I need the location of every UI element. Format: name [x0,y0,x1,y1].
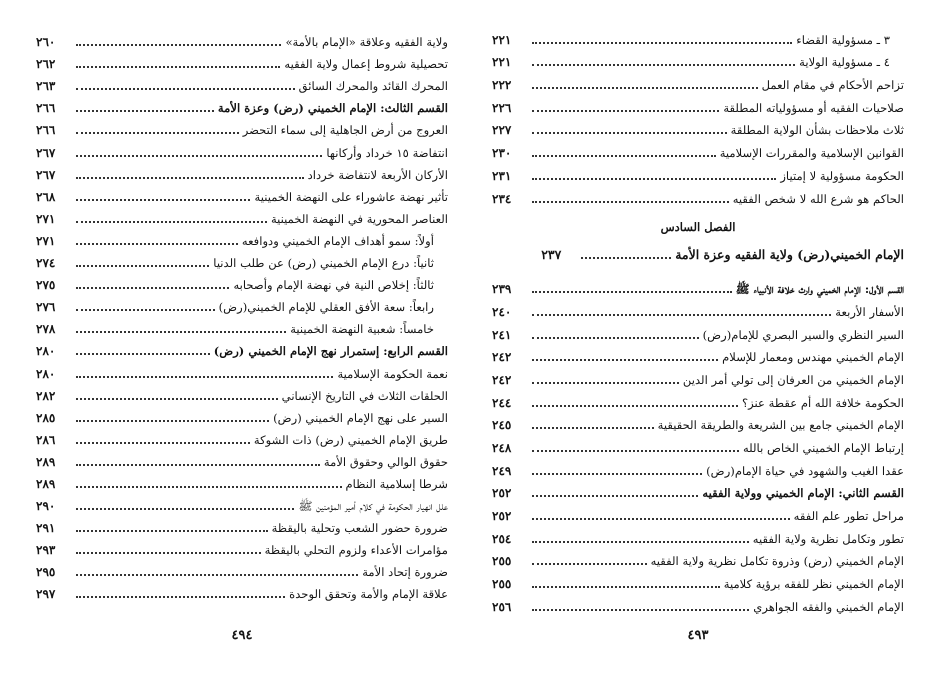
entry-title: رابعاً: سعة الأفق العقلي للإمام الخميني(رض) [218,300,434,315]
entry-page-number: ٢٩٠ [36,499,56,514]
entry-title: ثانياً: درع الإمام الخميني (رض) عن طلب الدنيا [213,256,434,271]
toc-entry [36,115,448,137]
entry-page-number: ٢٦٧ [36,167,56,182]
entry-title: الإمام الخميني والفقه الجواهري [753,599,904,614]
entry-page-number: ٢٢١ [492,55,512,70]
toc-entry [36,381,448,403]
entry-title: القسم الثالث: الإمام الخميني (رض) وعزة الأمة [217,101,448,116]
entry-page-number: ٢٧٨ [36,322,56,337]
entry-page-number: ٢٤٤ [492,395,512,410]
leader-dots [76,409,269,422]
toc-entry [36,137,448,159]
entry-page-number: ٢٥٤ [492,531,512,546]
entry-title: ثلاث ملاحظات بشأن الولاية المطلقة [730,123,904,138]
page-number: ٤٩٣ [687,628,709,643]
entry-title: إرتباط الإمام الخميني الخاص بالله [742,441,904,455]
toc-entry [492,274,904,297]
toc-entry [36,535,448,557]
entry-page-number: ٢٦٦ [36,123,56,138]
entry-title: الحكومة خلافة الله أم عقطة عنز؟ [741,395,904,410]
entry-title: المحرك القائد والمحرك السائق [298,79,448,94]
entry-page-number: ٢٨٩ [36,476,56,491]
leader-dots [76,77,295,90]
entry-title: ٤ ـ مسؤولية الولاية [799,55,890,70]
leader-dots [532,167,776,180]
entry-page-number: ٢٨٠ [36,366,56,381]
toc-entry [492,478,904,501]
entry-title: الحكومة مسؤولية لا إمتياز [780,168,904,183]
entry-page-number: ٢٧١ [36,233,56,248]
toc-entry [36,513,448,535]
toc-entry [36,248,448,270]
entry-title: الإمام الخميني (رض) وذروة تكامل نظرية ولاية الفقيه [650,554,904,569]
leader-dots [532,416,654,429]
entry-page-number: ٢٣٩ [492,282,512,297]
leader-dots [76,563,358,576]
leader-dots [76,188,250,201]
entry-page-number: ٢٤٥ [492,418,512,433]
toc-entry [492,364,904,387]
toc-entry [36,93,448,115]
entry-page-number: ٢٩٧ [36,587,56,602]
toc-entry [36,292,448,314]
entry-page-number: ٢٦٦ [36,101,56,116]
leader-dots [76,519,268,532]
left-page [36,0,448,681]
toc-entry [492,568,904,591]
toc-entry [36,447,448,469]
entry-page-number: ٢٨٢ [36,388,56,403]
toc-entry [492,69,904,92]
entry-page-number: ٢٤١ [492,327,512,342]
entry-page-number: ٢٧٥ [36,278,56,293]
leader-dots [76,585,285,598]
toc-entry [36,49,448,71]
entry-title: مؤامرات الأعداء ولزوم التحلي باليقظة [264,543,448,558]
entry-page-number: ٢٣٤ [492,191,512,206]
entry-page-number: ٢٥٦ [492,599,512,614]
entry-page-number: ٢٥٢ [492,486,512,501]
toc-entry [492,296,904,319]
leader-dots [76,342,210,355]
leader-dots [532,31,792,44]
entry-title: الأركان الأربعة لانتفاضة خرداد [307,167,448,182]
leader-dots [532,552,647,565]
entry-page-number: ٢٤٢ [492,372,512,387]
leader-dots [76,254,209,267]
entry-page-number: ٢٤٠ [492,304,512,319]
toc-entry [36,358,448,380]
toc-entry [492,160,904,183]
section-heading [492,240,904,262]
toc-entry [36,557,448,579]
entry-page-number: ٢٩٥ [36,565,56,580]
entry-page-number: ٢٧١ [36,211,56,226]
toc-entry [36,71,448,93]
toc-entry [492,546,904,569]
entry-title: ضرورة حضور الشعب وتحلية باليقظة [271,521,448,536]
entry-title: صلاحيات الفقيه أو مسؤولياته المطلقة [723,100,904,115]
chapter-heading: الفصل السادس [660,219,736,234]
toc-entry [36,226,448,248]
leader-dots [76,121,239,134]
leader-dots [532,53,795,66]
toc-entry [492,115,904,138]
leader-dots [76,55,280,68]
toc-entry [492,92,904,115]
leader-dots [581,246,671,259]
leader-dots [532,280,732,293]
leader-dots [76,431,250,444]
entry-page-number: ٢٧٦ [36,300,56,315]
entry-title: الحلقات الثلاث في التاريخ الإنساني [281,388,448,403]
entry-title: ٣ ـ مسؤولية القضاء [796,32,890,47]
entry-title: القسم الرابع: إستمرار نهج الإمام الخميني (رض) [213,344,448,359]
leader-dots [76,320,286,333]
entry-page-number: ٢٥٥ [492,577,512,592]
toc-entry [36,204,448,226]
toc-entry [492,591,904,614]
entry-title: الإمام الخميني مهندس ومعمار للإسلام [722,350,904,365]
page-number: ٤٩٤ [231,628,253,643]
section-title: الإمام الخميني(رض) ولاية الفقيه وعزة الأمة [675,246,904,262]
leader-dots [76,210,267,223]
toc-entry [492,500,904,523]
leader-dots [76,33,281,46]
entry-title: تحصيلية شروط إعمال ولاية الفقيه [284,57,448,72]
entry-title: ضرورة إتحاد الأمة [362,565,448,580]
entry-title: تطور وتكامل نظرية ولاية الفقيه [752,531,904,546]
right-page [492,0,904,681]
leader-dots [532,121,727,134]
entry-title: نعمة الحكومة الإسلامية [337,366,448,381]
toc-entry [492,319,904,342]
entry-title: انتفاضة ١٥ خرداد وأركانها [326,145,448,160]
entry-title: القسم الثاني: الإمام الخميني وولاية الفقيه [702,486,904,501]
toc-entry [492,342,904,365]
toc-entry [492,47,904,70]
entry-title: طريق الإمام الخميني (رض) ذات الشوكة [253,432,448,447]
entry-title: السير على نهج الإمام الخميني (رض) [273,410,448,425]
entry-page-number: ٢٨٩ [36,454,56,469]
leader-dots [76,453,320,466]
entry-title: علاقة الإمام والأمة وتحقق الوحدة [289,587,448,602]
toc-entry [36,336,448,358]
leader-dots [532,99,719,112]
entry-title: العناصر المحورية في النهضة الخمينية [270,211,448,226]
leader-dots [532,439,739,452]
toc-entry [36,579,448,601]
toc-entry [492,24,904,47]
section-page: ٢٣٧ [541,246,562,262]
entry-page-number: ٢٣٠ [492,146,512,161]
toc-group-top [492,24,904,206]
leader-dots [532,598,749,611]
entry-page-number: ٢٢٢ [492,78,512,93]
toc-entry [36,491,448,513]
entry-page-number: ٢٨٥ [36,410,56,425]
toc-entry [36,270,448,292]
toc-entry [492,137,904,160]
toc-entry [36,425,448,447]
toc-list [492,24,904,614]
toc-entry [36,182,448,204]
entry-page-number: ٢٦٨ [36,189,56,204]
toc-list [36,27,448,601]
entry-title: حقوق الوالي وحقوق الأمة [323,454,448,469]
entry-page-number: ٢٨٠ [36,344,56,359]
toc-entry [36,403,448,425]
leader-dots [76,475,342,488]
leader-dots [76,276,229,289]
leader-dots [532,348,718,361]
leader-dots [532,303,831,316]
entry-title: مراحل تطور علم الفقه [793,509,904,524]
toc-group-bottom [492,274,904,614]
leader-dots [532,394,738,407]
leader-dots [76,99,214,112]
entry-title: تأثير نهضة عاشوراء على النهضة الخمينية [254,189,448,204]
entry-title: أولاً: سمو أهداف الإمام الخميني ودوافعه [241,233,434,248]
entry-page-number: ٢٢٧ [492,123,512,138]
entry-title: خامساً: شعبية النهضة الخمينية [290,322,434,337]
toc-entry [36,27,448,49]
entry-page-number: ٢٩٣ [36,543,56,558]
leader-dots [76,232,238,245]
leader-dots [76,541,261,554]
entry-title: السير النظري والسير البصري للإمام(رض) [702,327,904,342]
entry-page-number: ٢٥٥ [492,554,512,569]
toc-entry [492,523,904,546]
leader-dots [76,365,333,378]
entry-page-number: ٢٢١ [492,32,512,47]
leader-dots [76,298,215,311]
entry-title: شرطا إسلامية النظام [345,476,448,491]
toc-entry [492,183,904,206]
entry-page-number: ٢٦٠ [36,35,56,50]
entry-page-number: ٢٢٦ [492,100,512,115]
leader-dots [532,144,716,157]
entry-title: القسم الأول: الإمام الخميني وارث خلافة الأنبياء ﷺ [735,282,904,297]
entry-page-number: ٢٩١ [36,521,56,536]
entry-title: ولاية الفقيه وعلاقة «الإمام بالأمة» [285,35,448,50]
leader-dots [532,371,679,384]
entry-page-number: ٢٤٨ [492,441,512,455]
leader-dots [76,144,322,157]
leader-dots [532,76,758,89]
toc-entry [492,387,904,410]
entry-title: الحاكم هو شرع الله لا شخص الفقيه [732,191,904,206]
leader-dots [76,166,304,179]
leader-dots [532,575,720,588]
entry-title: الأسفار الأربعة [835,304,904,319]
entry-title: تزاحم الأحكام في مقام العمل [761,78,904,93]
entry-page-number: ٢٥٢ [492,509,512,524]
leader-dots [532,190,729,203]
leader-dots [532,530,749,543]
leader-dots [532,507,790,520]
toc-entry [36,160,448,182]
entry-title: الإمام الخميني نظر للفقه برؤية كلامية [723,577,904,592]
entry-page-number: ٢٦٣ [36,79,56,94]
leader-dots [532,326,699,339]
entry-title: ثالثاً: إخلاص النية في نهضة الإمام وأصحابه [233,278,434,293]
leader-dots [76,497,294,510]
leader-dots [532,462,702,475]
entry-page-number: ٢٧٤ [36,256,56,271]
toc-entry [36,469,448,491]
entry-title: العروج من أرض الجاهلية إلى سماء التحضر [242,123,448,138]
entry-page-number: ٢٦٢ [36,57,56,72]
toc-entry [492,455,904,478]
entry-title: عقدا الغيب والشهود في حياة الإمام(رض) [706,463,904,478]
entry-page-number: ٢٤٩ [492,463,512,478]
toc-entry [492,410,904,433]
entry-title: الإمام الخميني جامع بين الشريعة والطريقة الحقيقية [657,418,904,433]
entry-page-number: ٢٦٧ [36,145,56,160]
leader-dots [532,484,698,497]
entry-title: القوانين الإسلامية والمقررات الإسلامية [719,146,904,161]
entry-page-number: ٢٣١ [492,168,512,183]
entry-page-number: ٢٨٦ [36,432,56,447]
toc-entry [492,432,904,455]
entry-title: الإمام الخميني من العرفان إلى تولي أمر الدين [682,372,904,387]
entry-title: علل انهيار الحكومة في كلام أمير المؤمنين ﷺ [298,499,448,514]
toc-entry [36,314,448,336]
leader-dots [76,387,278,400]
entry-page-number: ٢٤٢ [492,350,512,365]
